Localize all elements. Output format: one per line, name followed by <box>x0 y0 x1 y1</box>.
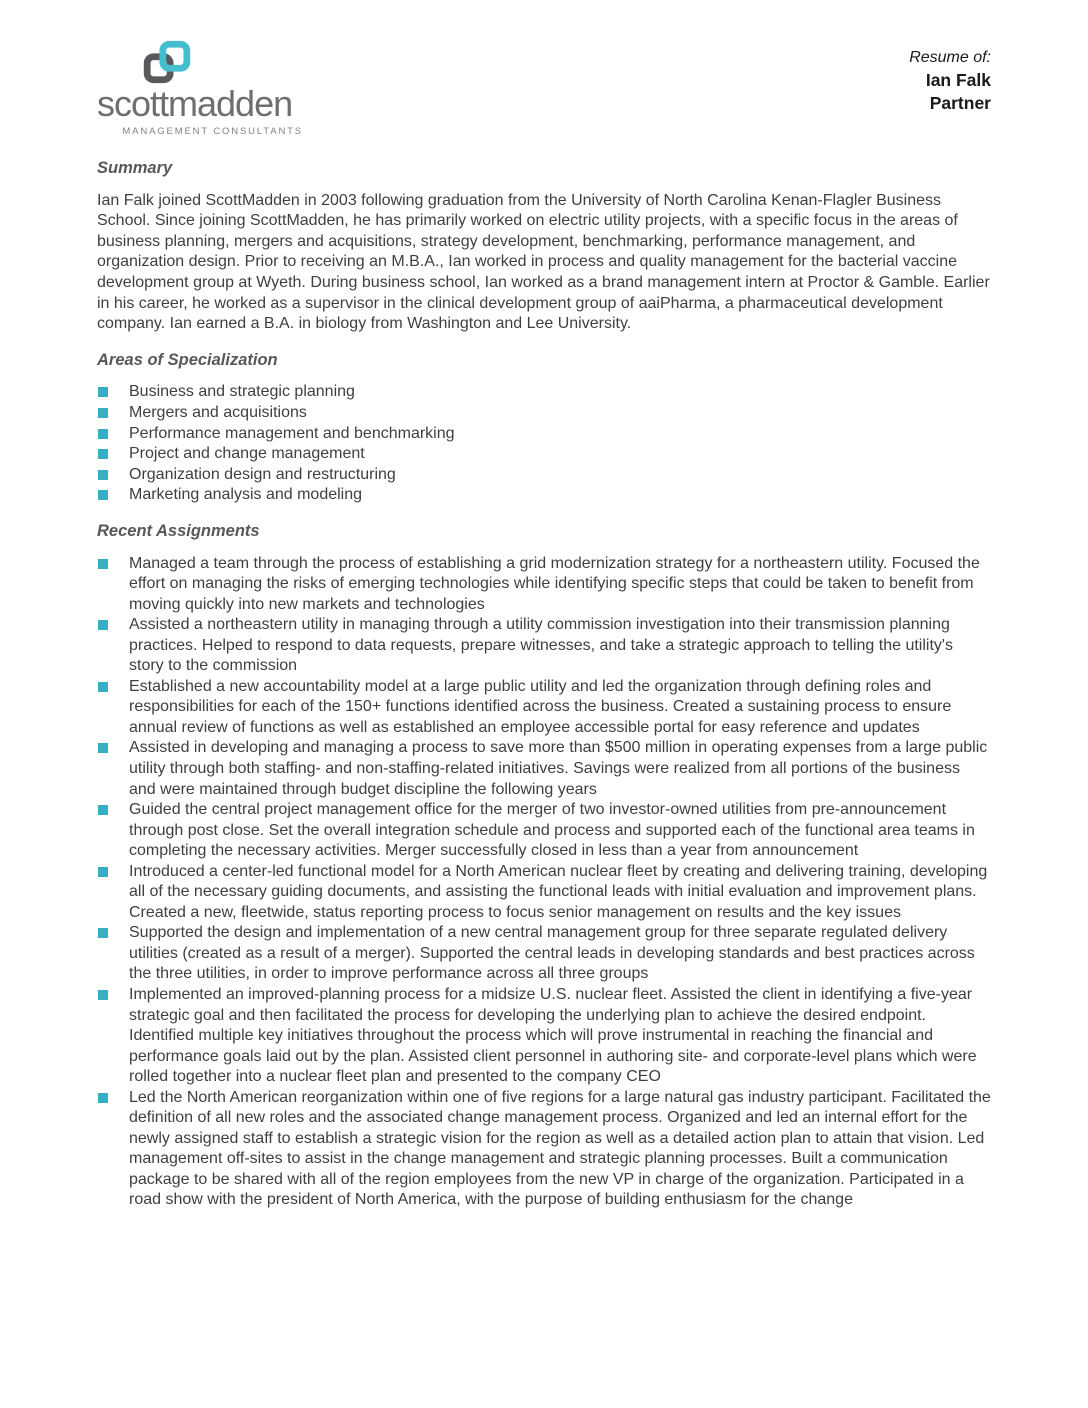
list-item-text: Managed a team through the process of establishing a grid modernization strategy for a northeastern utility. Focused the effort on managing the risks of emerging technologies while identifying specific steps that could be taken to benefit from moving quickly into new markets and technologies <box>129 554 980 613</box>
assignment-list-item <box>97 1088 991 1211</box>
list-item-text: Established a new accountability model at a large public utility and led the organization through defining roles and responsibilities for each of the 150+ functions identified across the business. Created a sustaining process to ensure annual review of functions as well as established an employee accessible portal for easy reference and updates <box>129 677 952 736</box>
list-item-text: Performance management and benchmarking <box>129 424 455 442</box>
scottmadden-logo-icon <box>143 40 191 84</box>
square-bullet-icon <box>98 559 108 569</box>
summary-heading: Summary <box>97 159 173 177</box>
square-bullet-icon <box>98 470 108 480</box>
list-item-text: Supported the design and implementation of a new central management group for three separate regulated delivery utilities (created as a result of a merger). Supported the central leads in developing standards and best practices across the three utilities, in order to improve performance across all three groups <box>129 924 975 983</box>
assignment-list-item <box>97 615 991 677</box>
specialization-list-item <box>97 424 991 445</box>
list-item-text: Implemented an improved-planning process for a midsize U.S. nuclear fleet. Assisted the client in identifying a five-year strategic goal and then facilitated the process for developing the underlying plan to achieve the desired endpoint. Identified multiple key initiatives throughout the process which will prove instrumental in reaching the financial and performance goals laid out by the plan. Assisted client personnel in authoring site- and corporate-level plans which were rolled together into a nuclear fleet plan and presented to the company CEO <box>129 985 977 1086</box>
list-item-text: Assisted in developing and managing a process to save more than $500 million in operating expenses from a large public utility through both staffing- and non-staffing-related initiatives. Savings were realized from all portions of the business and were maintained through budget discipline the following years <box>129 739 988 798</box>
list-item-text: Mergers and acquisitions <box>129 403 307 421</box>
resume-body <box>97 159 991 1211</box>
assignment-list-item <box>97 677 991 739</box>
specialization-list-item <box>97 465 991 486</box>
list-item-text: Marketing analysis and modeling <box>129 486 363 504</box>
square-bullet-icon <box>98 682 108 692</box>
specialization-list <box>97 382 991 505</box>
assignment-list-item <box>97 554 991 616</box>
logo-wordmark: scottmadden <box>97 83 293 124</box>
specialization-heading: Areas of Specialization <box>97 350 278 369</box>
section-areas-of-specialization <box>97 351 991 506</box>
logo-tagline: MANAGEMENT CONSULTANTS <box>122 126 303 137</box>
square-bullet-icon <box>98 1093 108 1103</box>
resume-of-label: Resume of: <box>909 49 991 66</box>
section-summary <box>97 159 991 335</box>
specialization-list-item <box>97 403 991 424</box>
resume-person-name: Ian Falk <box>925 69 991 90</box>
square-bullet-icon <box>98 387 108 397</box>
section-recent-assignments <box>97 522 991 1211</box>
specialization-list-item <box>97 382 991 403</box>
list-item-text: Guided the central project management office for the merger of two investor-owned utilities from pre-announcement through post close. Set the overall integration schedule and process and supported each of the functional area teams in completing the necessary activities. Merger successfully closed in less than a year from announcement <box>129 801 975 860</box>
square-bullet-icon <box>98 990 108 1000</box>
resume-person-title: Partner <box>929 92 991 113</box>
square-bullet-icon <box>98 408 108 418</box>
list-item-text: Organization design and restructuring <box>129 465 396 483</box>
list-item-text: Led the North American reorganization within one of five regions for a large natural gas industry participant. Facilitated the definition of all new roles and the associated change management process. Organized and led an internal effort for the newly assigned staff to establish a strategic vision for the region as well as a detailed action plan to attain that vision. Led management off-sites to assist in the change management and strategic planning processes. Built a communication package to be shared with all of the region employees from the new VP in charge of the organization. Participated in a road show with the president of North America, with the purpose of building enthusiasm for the change <box>129 1088 991 1209</box>
square-bullet-icon <box>98 449 108 459</box>
assignment-list-item <box>97 985 991 1088</box>
resume-header-block <box>909 40 991 114</box>
square-bullet-icon <box>98 620 108 630</box>
assignment-list-item <box>97 923 991 985</box>
square-bullet-icon <box>98 490 108 500</box>
specialization-list-item <box>97 485 991 506</box>
square-bullet-icon <box>98 743 108 753</box>
assignment-list-item <box>97 800 991 862</box>
assignments-list <box>97 554 991 1212</box>
page-header <box>97 40 991 137</box>
list-item-text: Business and strategic planning <box>129 383 355 401</box>
square-bullet-icon <box>98 805 108 815</box>
summary-paragraph: Ian Falk joined ScottMadden in 2003 following graduation from the University of North Carolina Kenan-Flagler Business School. Since joining ScottMadden, he has primarily worked on electric utility projects, with a specific focus in the areas of business planning, mergers and acquisitions, strategy development, benchmarking, performance management, and organization design. Prior to receiving an M.B.A., Ian worked in process and quality management for the bacterial vaccine development group at Wyeth. During business school, Ian worked as a brand management intern at Proctor & Gamble. Earlier in his career, he worked as a supervisor in the clinical development group of aaiPharma, a pharmaceutical development company. Ian earned a B.A. in biology from Washington and Lee University. <box>97 191 990 333</box>
brand-logo <box>97 40 303 137</box>
specialization-list-item <box>97 444 991 465</box>
square-bullet-icon <box>98 867 108 877</box>
list-item-text: Assisted a northeastern utility in managing through a utility commission investigation into their transmission planning practices. Helped to respond to data requests, prepare witnesses, and take a strategic approach to telling the utility's story to the commission <box>129 616 953 675</box>
assignment-list-item <box>97 862 991 924</box>
assignments-heading: Recent Assignments <box>97 521 260 540</box>
list-item-text: Project and change management <box>129 445 365 463</box>
list-item-text: Introduced a center-led functional model for a North American nuclear fleet by creating and delivering training, developing all of the necessary guiding documents, and assisting the functional leads with initial evaluation and improvement plans. Created a new, fleetwide, status reporting process to focus senior management on results and the key issues <box>129 862 988 921</box>
square-bullet-icon <box>98 429 108 439</box>
assignment-list-item <box>97 738 991 800</box>
square-bullet-icon <box>98 928 108 938</box>
